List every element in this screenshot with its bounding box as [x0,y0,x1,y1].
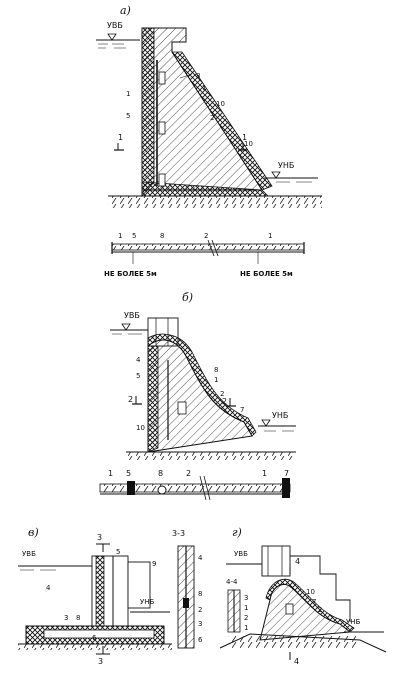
section-3-3-detail [172,529,203,648]
callout-g-7: 7 [312,598,317,606]
callout-b-5: 5 [136,372,141,380]
callout-a-2: 2 [210,114,215,122]
callout-a-5: 5 [126,112,131,120]
callout-b-plan-8: 8 [158,469,164,478]
section-mark-1-right: 1 [242,133,248,142]
callout-a-plan-2: 2 [204,232,209,240]
callout-g-1b: 1 [244,624,249,632]
callout-b-7: 7 [240,406,245,414]
callout-b-plan-1b: 1 [262,469,268,478]
callout-v-detail-4: 4 [198,554,203,562]
callout-g-1: 1 [244,604,249,612]
callout-a-plan-5: 5 [132,232,137,240]
callout-v-8: 8 [76,614,81,622]
panel-v-label: в) [28,526,39,539]
callout-v-5: 5 [116,548,121,556]
callout-a-1: 1 [126,90,131,98]
callout-g-2b: 2 [244,614,249,622]
section-4-4-label: 4-4 [226,578,238,586]
callout-a-10b: 10 [244,140,253,148]
panel-b-plan [100,469,290,500]
callout-a-8: 8 [196,72,201,80]
callout-b-8: 8 [214,366,219,374]
downstream-level-label-g: УНБ [346,618,361,626]
panel-b-label: б) [182,291,194,304]
section-mark-3-top: 3 [97,533,103,542]
callout-a-plan-8: 8 [160,232,165,240]
callout-b-plan-7: 7 [284,469,290,478]
section-mark-1-left: 1 [118,133,124,142]
callout-v-detail-8: 8 [198,590,203,598]
panel-a-plan [104,232,304,278]
callout-b-2: 2 [220,390,225,398]
section-3-3-label: 3-3 [172,529,186,538]
callout-b-10: 10 [136,424,145,432]
callout-v-detail-3: 3 [198,620,203,628]
callout-v-3: 3 [64,614,69,622]
callout-v-detail-2: 2 [198,606,203,614]
panel-a-label: а) [120,4,131,17]
callout-a-plan-1b: 1 [268,232,273,240]
callout-b-1: 1 [214,376,219,384]
downstream-level-label-b: УНБ [272,411,289,420]
callout-v-4: 4 [46,584,51,592]
downstream-level-label-a: УНБ [278,161,295,170]
panel-g-label: г) [232,526,242,539]
callout-v-detail-6: 6 [198,636,203,644]
section-mark-4-bottom: 4 [294,657,300,666]
foundation-a [108,196,322,208]
upstream-level-label-b: УВБ [124,311,140,320]
callout-b-plan-2: 2 [186,469,192,478]
callout-v-9: 9 [152,560,157,568]
callout-b-plan-1: 1 [108,469,114,478]
section-mark-4-top: 4 [295,557,301,566]
callout-b-plan-5: 5 [126,469,132,478]
callout-g-3: 3 [244,594,249,602]
section-mark-2-left: 2 [128,395,134,404]
spacing-note-left: НЕ БОЛЕЕ 5м [104,270,157,278]
callout-g-2: 2 [318,606,323,614]
upstream-level-label-a: УВБ [107,21,123,30]
upstream-level-label-v: УВБ [22,550,36,558]
callout-b-4: 4 [136,356,141,364]
callout-a-plan-1: 1 [118,232,123,240]
downstream-level-label-v: УНБ [140,598,155,606]
upstream-level-label-g: УВБ [234,550,248,558]
panel-b [110,291,296,460]
panel-v [18,526,172,666]
panel-a [96,4,322,208]
section-mark-2-right: 2 [222,397,228,406]
callout-g-10: 10 [306,588,315,596]
section-mark-3-bottom: 3 [98,657,104,666]
dam-body-a [142,28,262,190]
callout-a-10: 10 [216,100,225,108]
spacing-note-right: НЕ БОЛЕЕ 5м [240,270,293,278]
panel-g [220,526,386,666]
callout-a-1b: 1 [202,84,207,92]
callout-v-6: 6 [92,634,97,642]
